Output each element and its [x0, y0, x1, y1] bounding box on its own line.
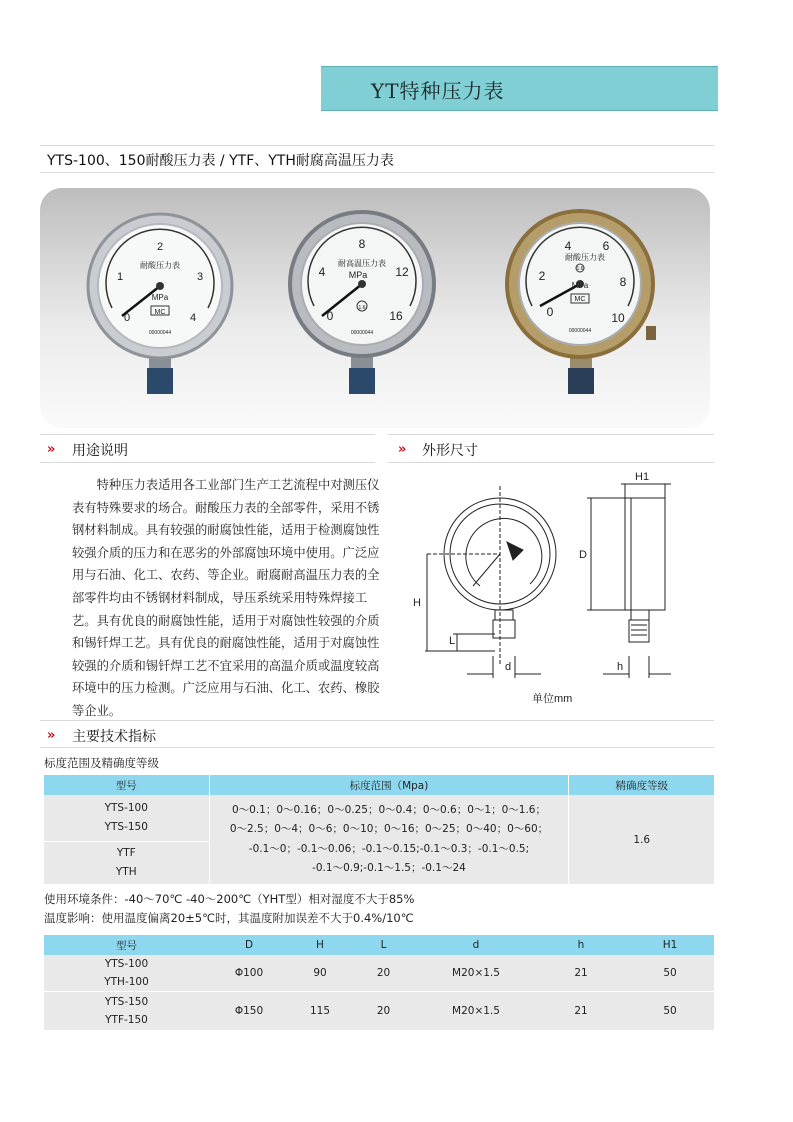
gauge-2-tick: 16 — [389, 309, 403, 323]
gauge-3-face-text: 耐酸压力表 — [565, 253, 605, 262]
range-line: 0～2.5；0～4；0～6；0～10；0～16；0～25；0～40；0～60； — [229, 823, 549, 835]
page-title: YT特种压力表 — [371, 79, 505, 103]
table-header: 型号 — [44, 775, 209, 795]
gauge-2-face-text: 耐高温压力表 — [338, 259, 386, 268]
environment-conditions: 使用环境条件：-40～70℃ -40～200℃（YHT型）相对湿度不大于85% — [44, 892, 415, 906]
table-header: L — [351, 935, 416, 955]
gauge-1-tick: 0 — [123, 312, 131, 324]
gauge-1-unit: MPa — [151, 293, 169, 302]
product-photo — [40, 188, 710, 428]
table-header-row — [44, 935, 714, 955]
table-cell-ranges — [209, 795, 569, 884]
table-row — [44, 992, 714, 1031]
divider — [40, 747, 714, 748]
gauge-3-tick: 8 — [619, 275, 627, 289]
table-cell-models — [44, 795, 209, 842]
section-marker-icon: » — [398, 442, 407, 457]
table-header: 标度范围（Mpa) — [209, 775, 569, 795]
temperature-effect: 温度影响：使用温度偏离20±5℃时，其温度附加误差不大于0.4%/10℃ — [44, 911, 414, 925]
gauge-1-tick: 4 — [189, 312, 197, 324]
table-header: 型号 — [44, 935, 209, 955]
dimension-drawing — [395, 466, 705, 706]
table-row — [44, 795, 714, 842]
gauge-2-tick: 8 — [358, 237, 366, 251]
table-row — [44, 955, 714, 992]
divider — [40, 462, 375, 463]
gauge-2-tick: 12 — [395, 265, 409, 279]
table-cell: 21 — [536, 992, 626, 1031]
table-header-row — [44, 775, 714, 795]
divider — [40, 434, 375, 435]
divider — [388, 434, 714, 435]
table-cell-accuracy: 1.6 — [569, 795, 714, 884]
gauge-3-tick: 2 — [538, 269, 546, 283]
gauge-3-unit: MPa — [571, 281, 589, 290]
gauge-2-accuracy: 1.6 — [358, 305, 366, 311]
model-label: YTS-100 — [104, 802, 148, 814]
range-table — [44, 775, 714, 884]
dimensions-heading: 外形尺寸 — [422, 443, 478, 459]
table-cell: 115 — [289, 992, 351, 1031]
gauge-3-tick: 10 — [611, 311, 625, 325]
model-label: YTS-100 — [104, 958, 149, 970]
range-line: 0～0.1；0～0.16；0～0.25；0～0.4；0～0.6；0～1；0～1.6； — [231, 803, 546, 816]
table-cell-models — [44, 842, 209, 885]
dim-label-h: h — [617, 661, 624, 673]
table-cell: 90 — [289, 955, 351, 992]
model-label: YTF — [116, 847, 136, 859]
range-line: -0.1～0；-0.1～0.06；-0.1～0.15;-0.1～0.3；-0.1～0.5; — [248, 842, 530, 855]
specs-caption: 标度范围及精确度等级 — [44, 756, 159, 770]
gauge-3-mark: MC — [574, 296, 586, 303]
gauge-3-accuracy: 1.6 — [576, 266, 584, 272]
range-line: -0.1～0.9;-0.1～1.5；-0.1～24 — [312, 862, 466, 874]
gauge-3-tick: 0 — [546, 305, 554, 319]
product-subtitle: YTS-100、150耐酸压力表 / YTF、YTH耐腐高温压力表 — [47, 153, 394, 169]
divider — [40, 145, 714, 146]
model-label: YTH — [115, 866, 137, 878]
table-header: H — [289, 935, 351, 955]
section-marker-icon: » — [47, 728, 56, 743]
gauge-2-tick: 4 — [318, 265, 326, 279]
table-cell: 20 — [351, 992, 416, 1031]
gauge-1-tick: 2 — [156, 241, 164, 253]
model-label: YTS-150 — [104, 996, 149, 1008]
table-header: d — [416, 935, 536, 955]
divider — [40, 720, 714, 721]
model-label: YTS-150 — [104, 821, 148, 833]
model-label: YTH-100 — [104, 976, 149, 988]
specs-heading: 主要技术指标 — [72, 729, 156, 745]
dim-label-d: d — [505, 661, 512, 673]
gauge-1-code: 00000044 — [148, 330, 172, 336]
table-cell: M20×1.5 — [416, 992, 536, 1031]
gauge-2-code: 00000044 — [350, 330, 374, 336]
title-banner — [321, 66, 718, 111]
table-cell: Φ150 — [209, 992, 289, 1031]
table-cell: M20×1.5 — [416, 955, 536, 992]
gauge-2-unit: MPa — [348, 270, 368, 280]
dim-label-H: H — [413, 597, 421, 609]
dim-label-D: D — [579, 549, 587, 561]
gauge-2-tick: 0 — [326, 309, 334, 323]
gauge-1-tick: 1 — [116, 271, 124, 283]
table-header: H1 — [626, 935, 714, 955]
table-header: D — [209, 935, 289, 955]
divider — [388, 462, 714, 463]
table-cell-models — [44, 992, 209, 1031]
unit-note: 单位mm — [532, 693, 573, 705]
table-cell: 21 — [536, 955, 626, 992]
usage-paragraph: 特种压力表适用各工业部门生产工艺流程中对测压仪表有特殊要求的场合。耐酸压力表的全部零件，采用不锈钢材料制成。具有较强的耐腐蚀性能，适用于检测腐蚀性较强介质的压力和在恶劣的外部腐蚀环境中使用。广泛应用与石油、化工、农药、等企业。耐腐耐高温压力表的全部零件均由不锈钢材料制成，导压系统采用特殊焊接工艺。具有优良的耐腐蚀性能，适用于对腐蚀性较强的介质和锡钎焊工艺。具有优良的耐腐蚀性能，适用于对腐蚀性较强的介质和锡钎焊工艺不宜采用的高温介质或温度较高环境中的压力检测。广泛应用与石油、化工、农药、橡胶等企业。 — [72, 478, 380, 718]
table-cell: 50 — [626, 992, 714, 1031]
section-marker-icon: » — [47, 442, 56, 457]
gauge-1-tick: 3 — [196, 271, 204, 283]
table-header: h — [536, 935, 626, 955]
table-cell: 20 — [351, 955, 416, 992]
usage-heading: 用途说明 — [72, 443, 128, 459]
gauge-1-face-text: 耐酸压力表 — [140, 261, 180, 270]
gauge-3-code: 00000044 — [568, 328, 592, 334]
gauge-3-tick: 4 — [564, 239, 572, 253]
usage-text — [72, 474, 382, 723]
dimension-table — [44, 935, 714, 1030]
dim-label-L: L — [449, 635, 456, 647]
table-header: 精确度等级 — [569, 775, 714, 795]
gauge-1-mark: MC — [154, 309, 166, 316]
divider — [40, 172, 714, 173]
table-cell-models — [44, 955, 209, 992]
table-cell: Φ100 — [209, 955, 289, 992]
gauge-3-tick: 6 — [602, 239, 610, 253]
dim-label-H1: H1 — [635, 471, 650, 483]
table-cell: 50 — [626, 955, 714, 992]
model-label: YTF-150 — [105, 1014, 148, 1026]
